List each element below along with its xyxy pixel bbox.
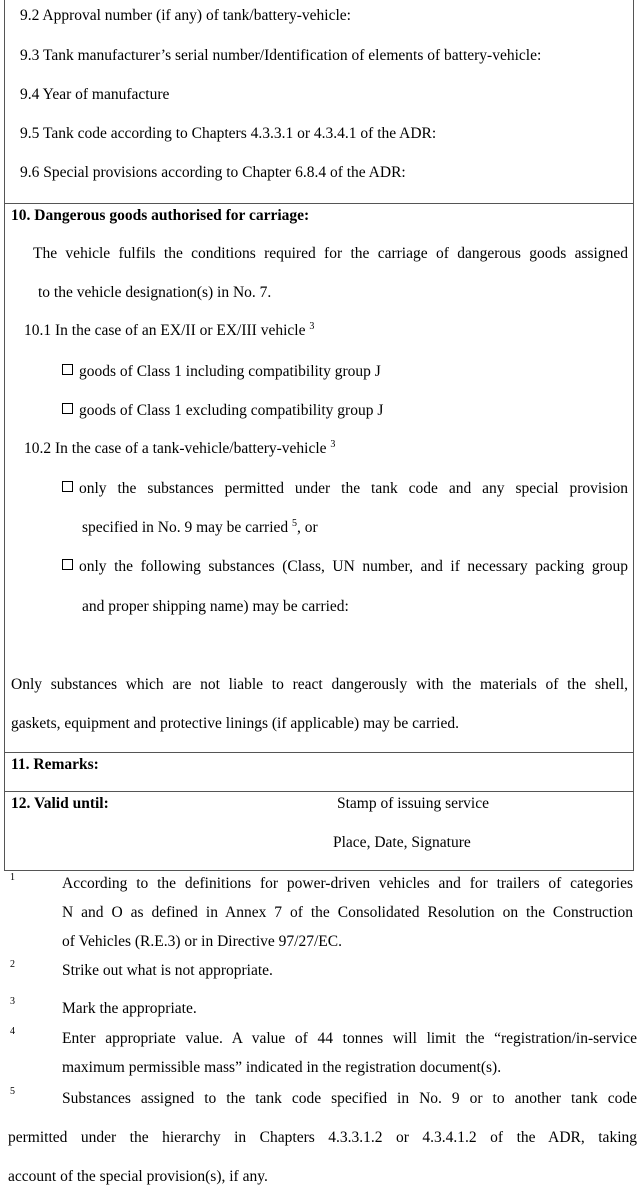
option-10-1-a xyxy=(62,362,381,382)
footnote-3-line1: Mark the appropriate. xyxy=(62,1000,197,1017)
item-10-2-footnote-ref: 3 xyxy=(330,439,336,450)
section-10-box xyxy=(4,203,634,752)
option-10-1-b xyxy=(62,401,383,421)
section-10-intro-line2: to the vehicle designation(s) in No. 7. xyxy=(38,284,272,301)
checkbox-10-1-a[interactable] xyxy=(62,364,73,375)
checkbox-10-1-b[interactable] xyxy=(62,403,73,414)
stamp-label: Stamp of issuing service xyxy=(337,795,489,812)
option-10-2-a-label: only the substances permitted under the tank code and any special provision xyxy=(79,480,628,497)
footnote-4-line2: maximum permissible mass” indicated in the registration document(s). xyxy=(62,1059,502,1076)
footnote-4-number: 4 xyxy=(10,1026,15,1037)
checkbox-10-2-a[interactable] xyxy=(62,481,73,492)
footnote-5-line1: Substances assigned to the tank code specified in No. 9 or to another tank code xyxy=(62,1090,637,1107)
footnote-5-line3: account of the special provision(s), if any. xyxy=(8,1168,268,1185)
option-10-2-a-end: , or xyxy=(297,519,318,536)
item-9-4: 9.4 Year of manufacture xyxy=(20,86,170,103)
option-10-1-a-label: goods of Class 1 including compatibility group J xyxy=(79,363,381,380)
item-9-2: 9.2 Approval number (if any) of tank/battery-vehicle: xyxy=(20,7,351,24)
option-10-2-a-line2 xyxy=(82,518,318,538)
option-10-2-a-line1 xyxy=(62,479,628,499)
item-10-1 xyxy=(24,321,314,341)
footnote-3-number: 3 xyxy=(10,996,15,1007)
option-10-1-b-label: goods of Class 1 excluding compatibility group J xyxy=(79,402,384,419)
option-10-2-a-footnote-ref: 5 xyxy=(292,518,298,529)
item-9-6: 9.6 Special provisions according to Chapter 6.8.4 of the ADR: xyxy=(20,164,406,181)
footnote-4-line1: Enter appropriate value. A value of 44 tonnes will limit the “registration/in-service xyxy=(62,1030,637,1047)
section-11-box xyxy=(4,752,634,791)
option-10-2-a-label2: specified in No. 9 may be carried xyxy=(82,519,289,536)
section-12-heading: 12. Valid until: xyxy=(11,795,109,812)
section-10-heading: 10. Dangerous goods authorised for carriage: xyxy=(11,207,310,224)
footnote-1-line3: of Vehicles (R.E.3) or in Directive 97/27/EC. xyxy=(62,933,342,950)
section-9-box xyxy=(4,0,634,203)
item-9-3: 9.3 Tank manufacturer’s serial number/Identification of elements of battery-vehicle: xyxy=(20,47,542,64)
item-9-5: 9.5 Tank code according to Chapters 4.3.3.1 or 4.3.4.1 of the ADR: xyxy=(20,125,437,142)
section-12-box xyxy=(4,791,634,871)
option-10-2-b-line1 xyxy=(62,557,628,577)
item-10-1-text: 10.1 In the case of an EX/II or EX/III vehicle xyxy=(24,322,306,339)
section-10-intro-line1: The vehicle fulfils the conditions required for the carriage of dangerous goods assigned xyxy=(33,245,628,262)
footnote-5-number: 5 xyxy=(10,1086,15,1097)
footnote-1-line2: N and O as defined in Annex 7 of the Consolidated Resolution on the Construction xyxy=(62,904,633,921)
footnote-1-line1: According to the definitions for power-driven vehicles and for trailers of categories xyxy=(62,875,633,892)
checkbox-10-2-b[interactable] xyxy=(62,559,73,570)
section-11-heading: 11. Remarks: xyxy=(11,756,99,773)
item-10-1-footnote-ref: 3 xyxy=(309,321,315,332)
footnote-2-number: 2 xyxy=(10,959,15,970)
footnote-2-line1: Strike out what is not appropriate. xyxy=(62,962,273,979)
footnote-1-number: 1 xyxy=(10,872,15,883)
footnote-5-line2: permitted under the hierarchy in Chapters 4.3.3.1.2 or 4.3.4.1.2 of the ADR, taking xyxy=(8,1129,637,1146)
section-10-note-line2: gaskets, equipment and protective linings (if applicable) may be carried. xyxy=(11,715,460,732)
item-10-2 xyxy=(24,439,335,459)
item-10-2-text: 10.2 In the case of a tank-vehicle/battery-vehicle xyxy=(24,440,327,457)
option-10-2-b-line2: and proper shipping name) may be carried: xyxy=(82,598,349,615)
signature-label: Place, Date, Signature xyxy=(333,834,471,851)
option-10-2-b-label: only the following substances (Class, UN number, and if necessary packing group xyxy=(79,558,628,575)
section-10-note-line1: Only substances which are not liable to react dangerously with the materials of the shell, xyxy=(11,676,628,693)
